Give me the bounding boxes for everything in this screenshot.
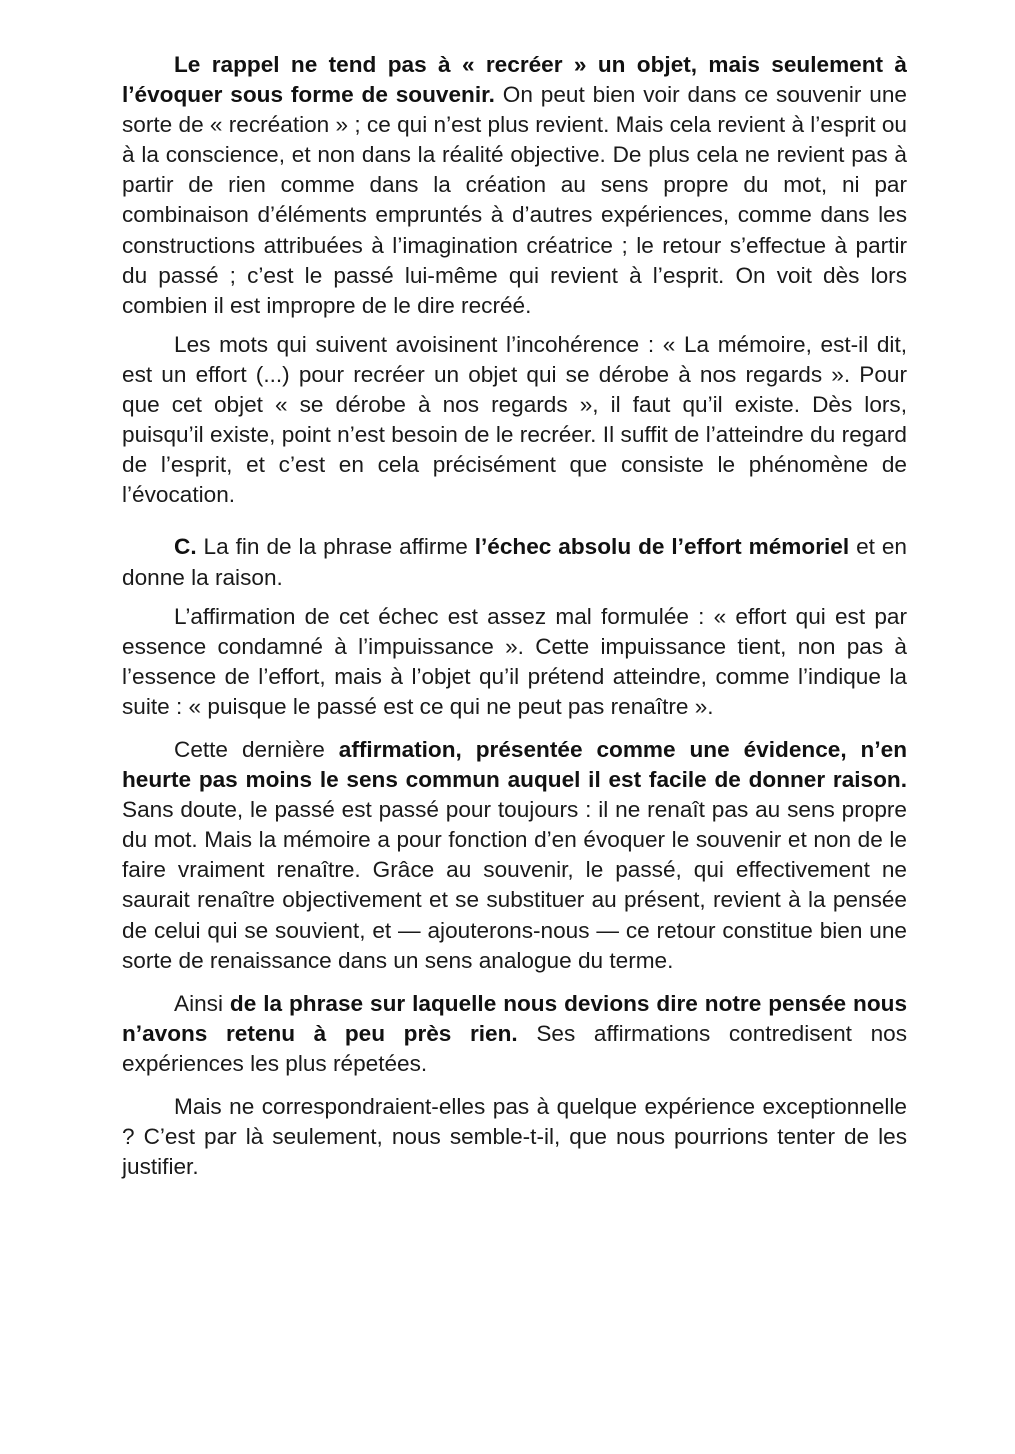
- paragraph-mais: [122, 1092, 907, 1182]
- text-run: Les mots qui suivent avoisinent l’incohérence : « La mémoire, est-il dit, est un effort (...) pour recréer un objet qui se dérobe à nos regards ». Pour que cet objet « se dérobe à nos regards », il faut qu’il existe. Dès lors, puisqu’il existe, point n’est besoin de le recréer. Il suffit de l’atteindre du regard de l’esprit, et c’est en cela précisément que consiste le phénomène de l’évocation.: [122, 331, 907, 508]
- text-run: La fin de la phrase affirme: [196, 534, 475, 560]
- bold-phrase: Le rappel ne tend pas à « recréer » un objet, mais seulement à l’évoquer sous forme de souvenir.: [122, 52, 907, 108]
- paragraph-affirmation: [122, 602, 907, 722]
- bold-phrase: l’échec absolu de l’effort mémoriel: [474, 534, 850, 560]
- text-run: Mais ne correspondraient-elles pas à quelque expérience exceptionnelle ? C’est par là seulement, nous semble-t-il, que nous pourrions tenter de les justifier.: [122, 1094, 907, 1180]
- paragraph-derniere: [122, 735, 907, 976]
- paragraph-rappel: [122, 50, 907, 321]
- text-run: Cette dernière: [174, 736, 339, 762]
- bold-phrase: affirmation, présentée comme une évidence, n’en heurte pas moins le sens commun auquel il est facile de donner raison.: [122, 736, 907, 793]
- text-run: Ainsi: [174, 990, 230, 1016]
- text-run: Ses affirmations contredisent nos expériences les plus répetées.: [122, 1020, 907, 1076]
- bold-phrase: de la phrase sur laquelle nous devions dire notre pensée nous n’avons retenu à peu près rien.: [122, 990, 908, 1046]
- text-run: L’affirmation de cet échec est assez mal formulée : « effort qui est par essence condamné à l’impuissance ». Cette impuissance tient, non pas à l’essence de l’effort, mais à l’objet qu’il prétend atteindre, comme l’indique la suite : « puisque le passé est ce qui ne peut pas renaître ».: [122, 603, 907, 719]
- text-run: Sans doute, le passé est passé pour toujours : il ne renaît pas au sens propre du mot. Mais la mémoire a pour fonction d’en évoquer le souvenir et non de le faire vraiment renaître. Grâce au souvenir, le passé, qui effectivement ne saurait renaître objectivement et se substituer au présent, revient à la pensée de celui qui se souvient, et — ajouterons-nous — ce retour constitue bien une sorte de renaissance dans un sens analogue du terme.: [122, 797, 907, 973]
- section-letter: C.: [174, 534, 197, 560]
- paragraph-incoherence: [122, 330, 907, 511]
- text-run: On peut bien voir dans ce souvenir une sorte de « recréation » ; ce qui n’est plus revient. Mais cela revient à l’esprit ou à la conscience, et non dans la réalité objective. De plus cela ne revient pas à partir de rien comme dans la création au sens propre du mot, ni par combinaison d’éléments empruntés à d’autres expériences, comme dans les constructions attribuées à l’imagination créatrice ; le retour s’effectue à partir du passé ; c’est le passé lui-même qui revient à l’esprit. On voit dès lors combien il est impropre de le dire recréé.: [122, 82, 907, 318]
- paragraph-section-c: [122, 532, 907, 592]
- document-page: [122, 50, 907, 1182]
- paragraph-ainsi: [122, 989, 907, 1079]
- text-run: et en donne la raison.: [122, 534, 907, 590]
